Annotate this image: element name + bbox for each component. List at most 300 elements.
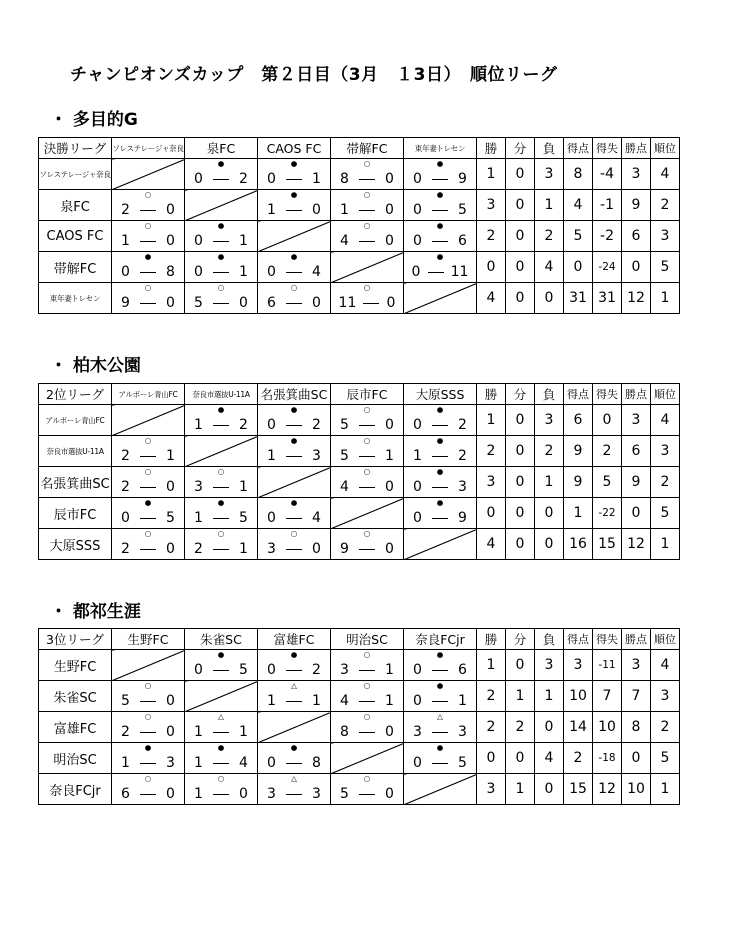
- match-result-cell: [404, 650, 477, 681]
- stat-cell: 14: [564, 712, 593, 743]
- column-header-team: 大原SSS: [404, 384, 477, 405]
- score-right: 2: [312, 662, 321, 678]
- table-row: [39, 774, 680, 805]
- score-dash: [140, 487, 156, 488]
- table-row: [39, 159, 680, 190]
- result-mark: ○: [363, 190, 371, 199]
- score-left: 5: [340, 786, 349, 802]
- result-mark: ●: [290, 743, 298, 752]
- row-team-name: CAOS FC: [39, 221, 112, 252]
- match-result-cell: [258, 283, 331, 314]
- match-result-cell: [331, 712, 404, 743]
- stat-cell: 3: [535, 405, 564, 436]
- result-mark: ●: [436, 159, 444, 168]
- score-left: 0: [194, 233, 203, 249]
- score-right: 5: [239, 510, 248, 526]
- stat-cell: 5: [651, 743, 680, 774]
- result-mark: ○: [144, 467, 152, 476]
- score-right: 0: [166, 295, 175, 311]
- stat-cell: 4: [535, 743, 564, 774]
- result-mark: ○: [144, 283, 152, 292]
- score-right: 0: [166, 202, 175, 218]
- score-right: 1: [239, 541, 248, 557]
- stat-cell: 0: [535, 774, 564, 805]
- match-result-cell: [185, 221, 258, 252]
- score-right: 11: [450, 264, 469, 280]
- result-mark: ○: [363, 405, 371, 414]
- score-dash: [213, 241, 229, 242]
- result-mark: ●: [144, 743, 152, 752]
- score-dash: [432, 425, 448, 426]
- score-dash: [286, 549, 302, 550]
- score-right: 3: [312, 786, 321, 802]
- column-header-team: 東年妻トレセン: [404, 138, 477, 159]
- score-dash: [140, 518, 156, 519]
- table-row: [39, 681, 680, 712]
- score-right: 0: [312, 202, 321, 218]
- stat-cell: 0: [506, 436, 535, 467]
- score-left: 0: [194, 171, 203, 187]
- stat-cell: 9: [564, 467, 593, 498]
- match-result-cell: [185, 252, 258, 283]
- column-header-stat: 勝点: [622, 629, 651, 650]
- self-match-diagonal: [112, 405, 185, 436]
- stat-cell: 1: [506, 774, 535, 805]
- match-result-cell: [112, 529, 185, 560]
- score-dash: [428, 272, 444, 273]
- stat-cell: 2: [593, 436, 622, 467]
- result-mark: ○: [363, 529, 371, 538]
- row-team-name: 大原SSS: [39, 529, 112, 560]
- score-dash: [213, 303, 229, 304]
- column-header-stat: 得失: [593, 138, 622, 159]
- match-result-cell: [185, 467, 258, 498]
- result-mark: ●: [290, 498, 298, 507]
- result-mark: △: [218, 712, 224, 721]
- score-dash: [359, 210, 375, 211]
- stat-cell: 0: [506, 650, 535, 681]
- stat-cell: 0: [535, 498, 564, 529]
- score-right: 1: [166, 448, 175, 464]
- match-result-cell: [112, 774, 185, 805]
- score-dash: [140, 794, 156, 795]
- stat-cell: 5: [564, 221, 593, 252]
- stat-cell: 1: [564, 498, 593, 529]
- result-mark: ●: [217, 650, 225, 659]
- score-dash: [286, 763, 302, 764]
- result-mark: ●: [436, 467, 444, 476]
- score-dash: [432, 518, 448, 519]
- score-dash: [432, 670, 448, 671]
- match-result-cell: [112, 252, 185, 283]
- score-left: 0: [413, 233, 422, 249]
- score-dash: [286, 794, 302, 795]
- score-dash: [432, 179, 448, 180]
- score-left: 0: [267, 171, 276, 187]
- match-result-cell: [258, 529, 331, 560]
- stat-cell: 1: [535, 190, 564, 221]
- result-mark: ○: [363, 650, 371, 659]
- row-team-name: 奈良FCjr: [39, 774, 112, 805]
- score-left: 4: [340, 479, 349, 495]
- column-header-team: 奈良FCjr: [404, 629, 477, 650]
- match-result-cell: [112, 467, 185, 498]
- score-right: 5: [458, 202, 467, 218]
- score-left: 5: [340, 417, 349, 433]
- score-right: 6: [458, 233, 467, 249]
- score-right: 5: [239, 662, 248, 678]
- match-result-cell: [331, 774, 404, 805]
- stat-cell: 10: [564, 681, 593, 712]
- score-left: 8: [340, 171, 349, 187]
- stat-cell: 1: [651, 774, 680, 805]
- score-dash: [140, 303, 156, 304]
- result-mark: ○: [363, 283, 371, 292]
- match-result-cell: [404, 498, 477, 529]
- stat-cell: 4: [651, 159, 680, 190]
- stat-cell: 4: [564, 190, 593, 221]
- column-header-stat: 順位: [651, 384, 680, 405]
- result-mark: ○: [363, 436, 371, 445]
- stat-cell: 3: [535, 159, 564, 190]
- document-title: チャンピオンズカップ 第２日目（3月 １3日） 順位リーグ: [70, 65, 558, 85]
- score-right: 1: [239, 233, 248, 249]
- table-row: [39, 498, 680, 529]
- stat-cell: 2: [535, 436, 564, 467]
- stat-cell: 5: [593, 467, 622, 498]
- score-dash: [140, 701, 156, 702]
- score-right: 0: [239, 786, 248, 802]
- match-result-cell: [331, 650, 404, 681]
- row-team-name: 東年妻トレセン: [39, 283, 112, 314]
- score-left: 1: [194, 510, 203, 526]
- score-left: 6: [267, 295, 276, 311]
- score-left: 0: [267, 662, 276, 678]
- score-dash: [140, 732, 156, 733]
- match-result-cell: [331, 221, 404, 252]
- stat-cell: 2: [477, 712, 506, 743]
- table-row: [39, 650, 680, 681]
- match-result-cell: [112, 283, 185, 314]
- league-table-third: [38, 628, 680, 805]
- stat-cell: 0: [477, 498, 506, 529]
- result-mark: △: [291, 681, 297, 690]
- result-mark: ●: [436, 252, 444, 261]
- score-left: 0: [413, 510, 422, 526]
- stat-cell: 3: [622, 159, 651, 190]
- score-left: 5: [340, 448, 349, 464]
- score-right: 2: [312, 417, 321, 433]
- stat-cell: 12: [622, 529, 651, 560]
- score-right: 5: [458, 755, 467, 771]
- result-mark: ○: [217, 467, 225, 476]
- result-mark: ●: [217, 498, 225, 507]
- row-team-name: ソレステレージャ奈良: [39, 159, 112, 190]
- score-left: 2: [121, 202, 130, 218]
- stat-cell: 3: [477, 467, 506, 498]
- stat-cell: 7: [622, 681, 651, 712]
- column-header-team: 辰市FC: [331, 384, 404, 405]
- score-dash: [359, 732, 375, 733]
- stat-cell: 1: [477, 159, 506, 190]
- score-left: 1: [194, 786, 203, 802]
- score-left: 1: [413, 448, 422, 464]
- stat-cell: 1: [535, 467, 564, 498]
- stat-cell: 15: [593, 529, 622, 560]
- score-left: 2: [121, 479, 130, 495]
- score-right: 0: [166, 724, 175, 740]
- match-result-cell: [185, 650, 258, 681]
- self-match-diagonal: [404, 283, 477, 314]
- match-result-cell: [185, 405, 258, 436]
- score-right: 0: [166, 786, 175, 802]
- stat-cell: 3: [535, 650, 564, 681]
- table-row: [39, 190, 680, 221]
- stat-cell: 8: [564, 159, 593, 190]
- stat-cell: 2: [477, 221, 506, 252]
- result-mark: ●: [290, 252, 298, 261]
- self-match-diagonal: [258, 221, 331, 252]
- result-mark: ○: [363, 159, 371, 168]
- score-dash: [432, 241, 448, 242]
- table-row: [39, 221, 680, 252]
- score-right: 0: [385, 171, 394, 187]
- score-dash: [432, 487, 448, 488]
- result-mark: ●: [436, 190, 444, 199]
- stat-cell: 10: [593, 712, 622, 743]
- score-left: 1: [267, 693, 276, 709]
- stat-cell: 2: [477, 681, 506, 712]
- stat-cell: 3: [651, 681, 680, 712]
- match-result-cell: [112, 190, 185, 221]
- score-right: 0: [385, 786, 394, 802]
- match-result-cell: [404, 221, 477, 252]
- match-result-cell: [258, 190, 331, 221]
- score-left: 0: [267, 510, 276, 526]
- stat-cell: 0: [506, 529, 535, 560]
- self-match-diagonal: [331, 252, 404, 283]
- match-result-cell: [331, 190, 404, 221]
- result-mark: ●: [217, 743, 225, 752]
- score-left: 2: [121, 541, 130, 557]
- column-header-stat: 順位: [651, 629, 680, 650]
- result-mark: ●: [144, 252, 152, 261]
- row-team-name: 富雄FC: [39, 712, 112, 743]
- match-result-cell: [258, 743, 331, 774]
- score-dash: [213, 487, 229, 488]
- result-mark: ●: [436, 743, 444, 752]
- result-mark: ●: [290, 190, 298, 199]
- match-result-cell: [404, 405, 477, 436]
- score-left: 1: [194, 724, 203, 740]
- stat-cell: 3: [622, 650, 651, 681]
- column-header-stat: 勝: [477, 629, 506, 650]
- self-match-diagonal: [185, 190, 258, 221]
- score-right: 8: [312, 755, 321, 771]
- column-header-stat: 勝: [477, 138, 506, 159]
- result-mark: ●: [290, 405, 298, 414]
- score-left: 1: [194, 755, 203, 771]
- score-right: 8: [166, 264, 175, 280]
- stat-cell: -22: [593, 498, 622, 529]
- stat-cell: 0: [506, 190, 535, 221]
- stat-cell: 2: [506, 712, 535, 743]
- score-dash: [140, 549, 156, 550]
- score-right: 0: [385, 724, 394, 740]
- score-dash: [432, 456, 448, 457]
- score-left: 0: [194, 662, 203, 678]
- stat-cell: 0: [506, 221, 535, 252]
- table-corner-label: 3位リーグ: [39, 629, 112, 650]
- score-right: 2: [239, 417, 248, 433]
- match-result-cell: [404, 159, 477, 190]
- score-right: 0: [166, 693, 175, 709]
- score-dash: [286, 179, 302, 180]
- score-right: 1: [385, 693, 394, 709]
- result-mark: ●: [217, 221, 225, 230]
- column-header-stat: 順位: [651, 138, 680, 159]
- score-right: 2: [458, 417, 467, 433]
- score-left: 0: [413, 171, 422, 187]
- result-mark: ○: [144, 436, 152, 445]
- stat-cell: 3: [477, 190, 506, 221]
- stat-cell: 4: [651, 405, 680, 436]
- score-left: 4: [340, 693, 349, 709]
- match-result-cell: [258, 252, 331, 283]
- column-header-stat: 勝点: [622, 138, 651, 159]
- result-mark: ○: [290, 283, 298, 292]
- score-dash: [286, 303, 302, 304]
- column-header-stat: 負: [535, 629, 564, 650]
- score-dash: [286, 210, 302, 211]
- score-right: 4: [312, 264, 321, 280]
- stat-cell: -11: [593, 650, 622, 681]
- match-result-cell: [112, 221, 185, 252]
- stat-cell: 3: [564, 650, 593, 681]
- league-table-final: [38, 137, 680, 314]
- table-corner-label: 決勝リーグ: [39, 138, 112, 159]
- stat-cell: 4: [477, 283, 506, 314]
- result-mark: ○: [363, 774, 371, 783]
- match-result-cell: [331, 283, 404, 314]
- stat-cell: -2: [593, 221, 622, 252]
- column-header-stat: 得失: [593, 629, 622, 650]
- section-heading: ・ 多目的G: [50, 110, 138, 130]
- stat-cell: 2: [651, 467, 680, 498]
- stat-cell: 0: [506, 743, 535, 774]
- match-result-cell: [404, 712, 477, 743]
- stat-cell: 2: [651, 190, 680, 221]
- stat-cell: 1: [651, 529, 680, 560]
- stat-cell: 0: [506, 252, 535, 283]
- score-left: 0: [413, 755, 422, 771]
- score-dash: [286, 272, 302, 273]
- match-result-cell: [258, 405, 331, 436]
- score-dash: [286, 701, 302, 702]
- stat-cell: 6: [622, 221, 651, 252]
- match-result-cell: [331, 159, 404, 190]
- match-result-cell: [331, 681, 404, 712]
- match-result-cell: [331, 529, 404, 560]
- table-row: [39, 405, 680, 436]
- score-left: 2: [121, 724, 130, 740]
- score-right: 0: [312, 541, 321, 557]
- score-left: 1: [121, 233, 130, 249]
- score-dash: [432, 210, 448, 211]
- column-header-team: 泉FC: [185, 138, 258, 159]
- score-dash: [140, 456, 156, 457]
- stat-cell: 1: [651, 283, 680, 314]
- score-dash: [286, 425, 302, 426]
- stat-cell: 3: [651, 221, 680, 252]
- stat-cell: 1: [477, 650, 506, 681]
- table-row: [39, 529, 680, 560]
- match-result-cell: [404, 467, 477, 498]
- match-result-cell: [258, 650, 331, 681]
- result-mark: ○: [144, 190, 152, 199]
- row-team-name: 朱雀SC: [39, 681, 112, 712]
- score-dash: [286, 456, 302, 457]
- stat-cell: 0: [506, 405, 535, 436]
- stat-cell: 10: [622, 774, 651, 805]
- self-match-diagonal: [185, 681, 258, 712]
- stat-cell: -1: [593, 190, 622, 221]
- match-result-cell: [185, 529, 258, 560]
- match-result-cell: [112, 681, 185, 712]
- result-mark: ●: [217, 405, 225, 414]
- score-dash: [359, 425, 375, 426]
- table-row: [39, 743, 680, 774]
- score-dash: [359, 794, 375, 795]
- match-result-cell: [258, 774, 331, 805]
- stat-cell: 0: [535, 529, 564, 560]
- score-left: 9: [121, 295, 130, 311]
- score-left: 0: [267, 417, 276, 433]
- league-table-second: [38, 383, 680, 560]
- score-dash: [359, 670, 375, 671]
- score-dash: [286, 670, 302, 671]
- column-header-team: アルボーレ青山FC: [112, 384, 185, 405]
- match-result-cell: [404, 190, 477, 221]
- stat-cell: 0: [506, 283, 535, 314]
- stat-cell: 15: [564, 774, 593, 805]
- stat-cell: 0: [506, 159, 535, 190]
- score-dash: [213, 272, 229, 273]
- match-result-cell: [185, 712, 258, 743]
- score-dash: [140, 763, 156, 764]
- self-match-diagonal: [112, 650, 185, 681]
- score-right: 2: [458, 448, 467, 464]
- column-header-team: CAOS FC: [258, 138, 331, 159]
- score-right: 0: [166, 233, 175, 249]
- stat-cell: 0: [535, 283, 564, 314]
- stat-cell: 6: [564, 405, 593, 436]
- stat-cell: 0: [622, 252, 651, 283]
- self-match-diagonal: [185, 436, 258, 467]
- score-right: 0: [166, 541, 175, 557]
- row-team-name: 奈良市選抜U-11A: [39, 436, 112, 467]
- score-left: 5: [121, 693, 130, 709]
- score-right: 0: [385, 479, 394, 495]
- result-mark: ●: [436, 681, 444, 690]
- score-right: 9: [458, 171, 467, 187]
- score-right: 0: [385, 541, 394, 557]
- score-dash: [359, 487, 375, 488]
- stat-cell: 31: [593, 283, 622, 314]
- score-right: 0: [312, 295, 321, 311]
- score-right: 3: [166, 755, 175, 771]
- score-right: 0: [386, 295, 396, 311]
